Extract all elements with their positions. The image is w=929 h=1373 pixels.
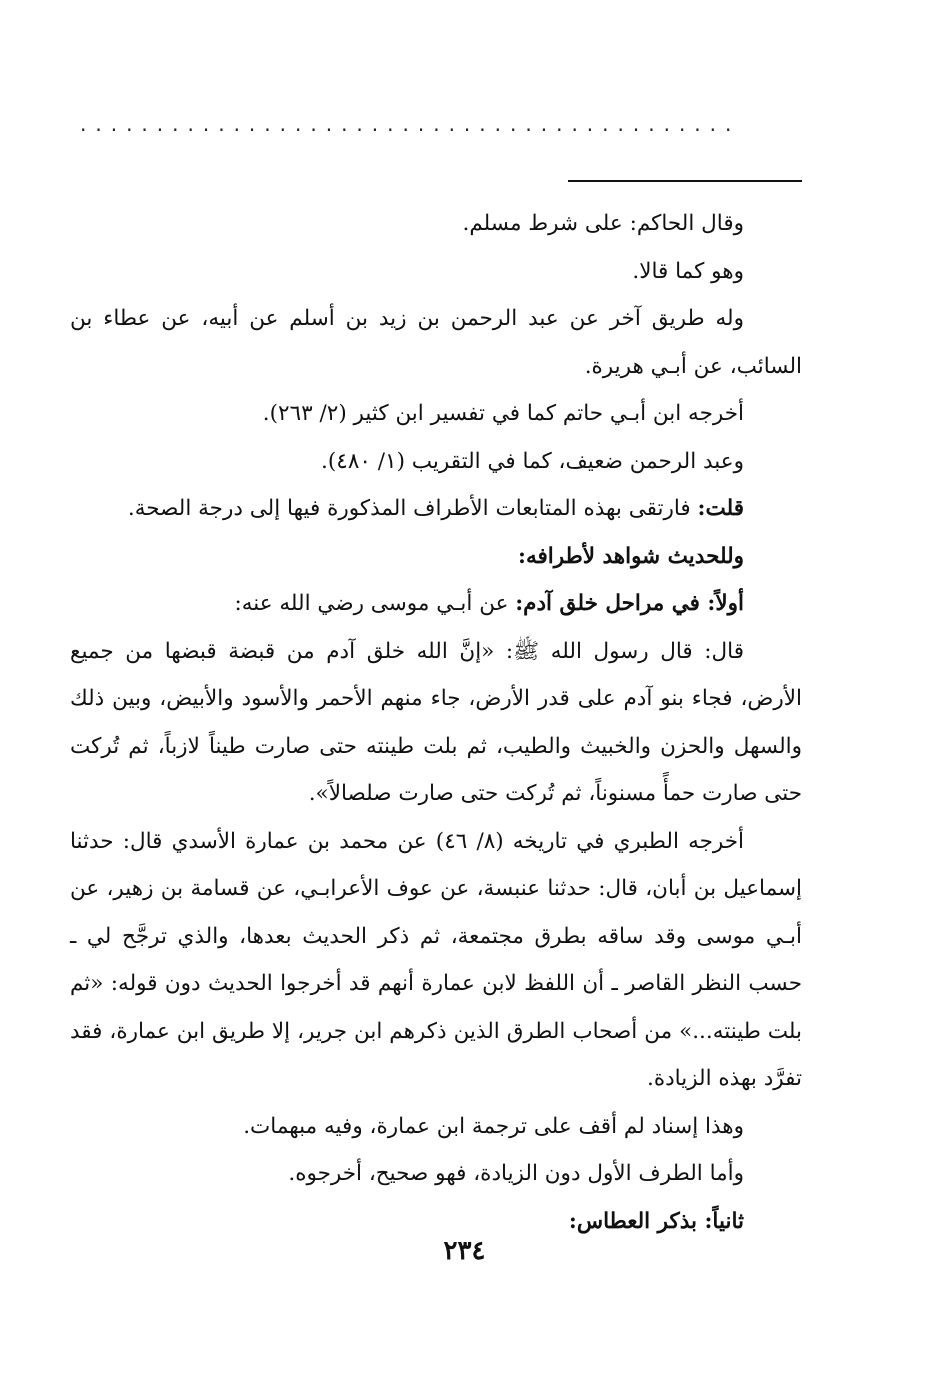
page-number: ٢٣٤ xyxy=(443,1236,486,1266)
header-rule xyxy=(568,180,802,182)
paragraph xyxy=(70,580,802,628)
section-heading xyxy=(70,533,802,581)
paragraph: وأما الطرف الأول دون الزيادة، فهو صحيح، أخرجوه. xyxy=(288,1161,744,1186)
page-body xyxy=(70,200,802,1245)
paragraph: أخرجه ابن أبـي حاتم كما في تفسير ابن كثير (٢/ ٢٦٣). xyxy=(262,401,744,426)
paragraph-text: عن أبـي موسى رضي الله عنه: xyxy=(234,591,516,616)
paragraph-text: فارتقى بهذه المتابعات الأطراف المذكورة فيها إلى درجة الصحة. xyxy=(127,496,698,521)
paragraph: أخرجه الطبري في تاريخه (٨/ ٤٦) عن محمد بن عمارة الأسدي قال: حدثنا إسماعيل بن أبان، قال: حدثنا عنبسة، عن عوف الأعرابـي، عن قسامة بن زهير، عن أبـي موسى وقد ساقه بطرق مجتمعة، ثم ذكر الحديث بعدها، والذي ترجَّح لي ـ حسب النظر القاصر ـ أن اللفظ لابن عمارة أنهم قد أخرجوا الحديث دون قوله: «ثم بلت طينته...» من أصحاب الطرق الذين ذكرهم ابن جرير، إلا طريق ابن عمارة، فقد تفرَّد بهذه الزيادة. xyxy=(70,828,802,1091)
paragraph: وهذا إسناد لم أقف على ترجمة ابن عمارة، وفيه مبهمات. xyxy=(243,1113,744,1139)
paragraph xyxy=(70,485,802,533)
bold-heading: ثانياً: بذكر العطاس: xyxy=(568,1208,744,1234)
bold-label: أولاً: في مراحل خلق آدم: xyxy=(515,591,744,616)
paragraph: وقال الحاكم: على شرط مسلم. xyxy=(462,211,744,236)
bold-heading: وللحديث شواهد لأطرافه: xyxy=(518,543,744,569)
bold-label: قلت: xyxy=(697,496,744,521)
hadith-quote: قال: قال رسول الله ﷺ: «إنَّ الله خلق آدم من قبضة قبضها من جميع الأرض، فجاء بنو آدم على قدر الأرض، جاء منهم الأحمر والأسود والأبيض، وبين ذلك والسهل والحزن والخبيث والطيب، ثم بلت طينته حتى صارت طيناً لازباً، ثم تُركت حتى صارت حمأً مسنوناً، ثم تُركت حتى صارت صلصالاً». xyxy=(70,638,802,806)
paragraph: وله طريق آخر عن عبد الرحمن بن زيد بن أسلم عن أبيه، عن عطاء بن السائب، عن أبـي هريرة. xyxy=(70,306,802,379)
header-dotted-line: ........................................... xyxy=(80,112,741,136)
paragraph: وهو كما قالا. xyxy=(632,258,744,284)
paragraph: وعبد الرحمن ضعيف، كما في التقريب (١/ ٤٨٠). xyxy=(321,448,744,474)
